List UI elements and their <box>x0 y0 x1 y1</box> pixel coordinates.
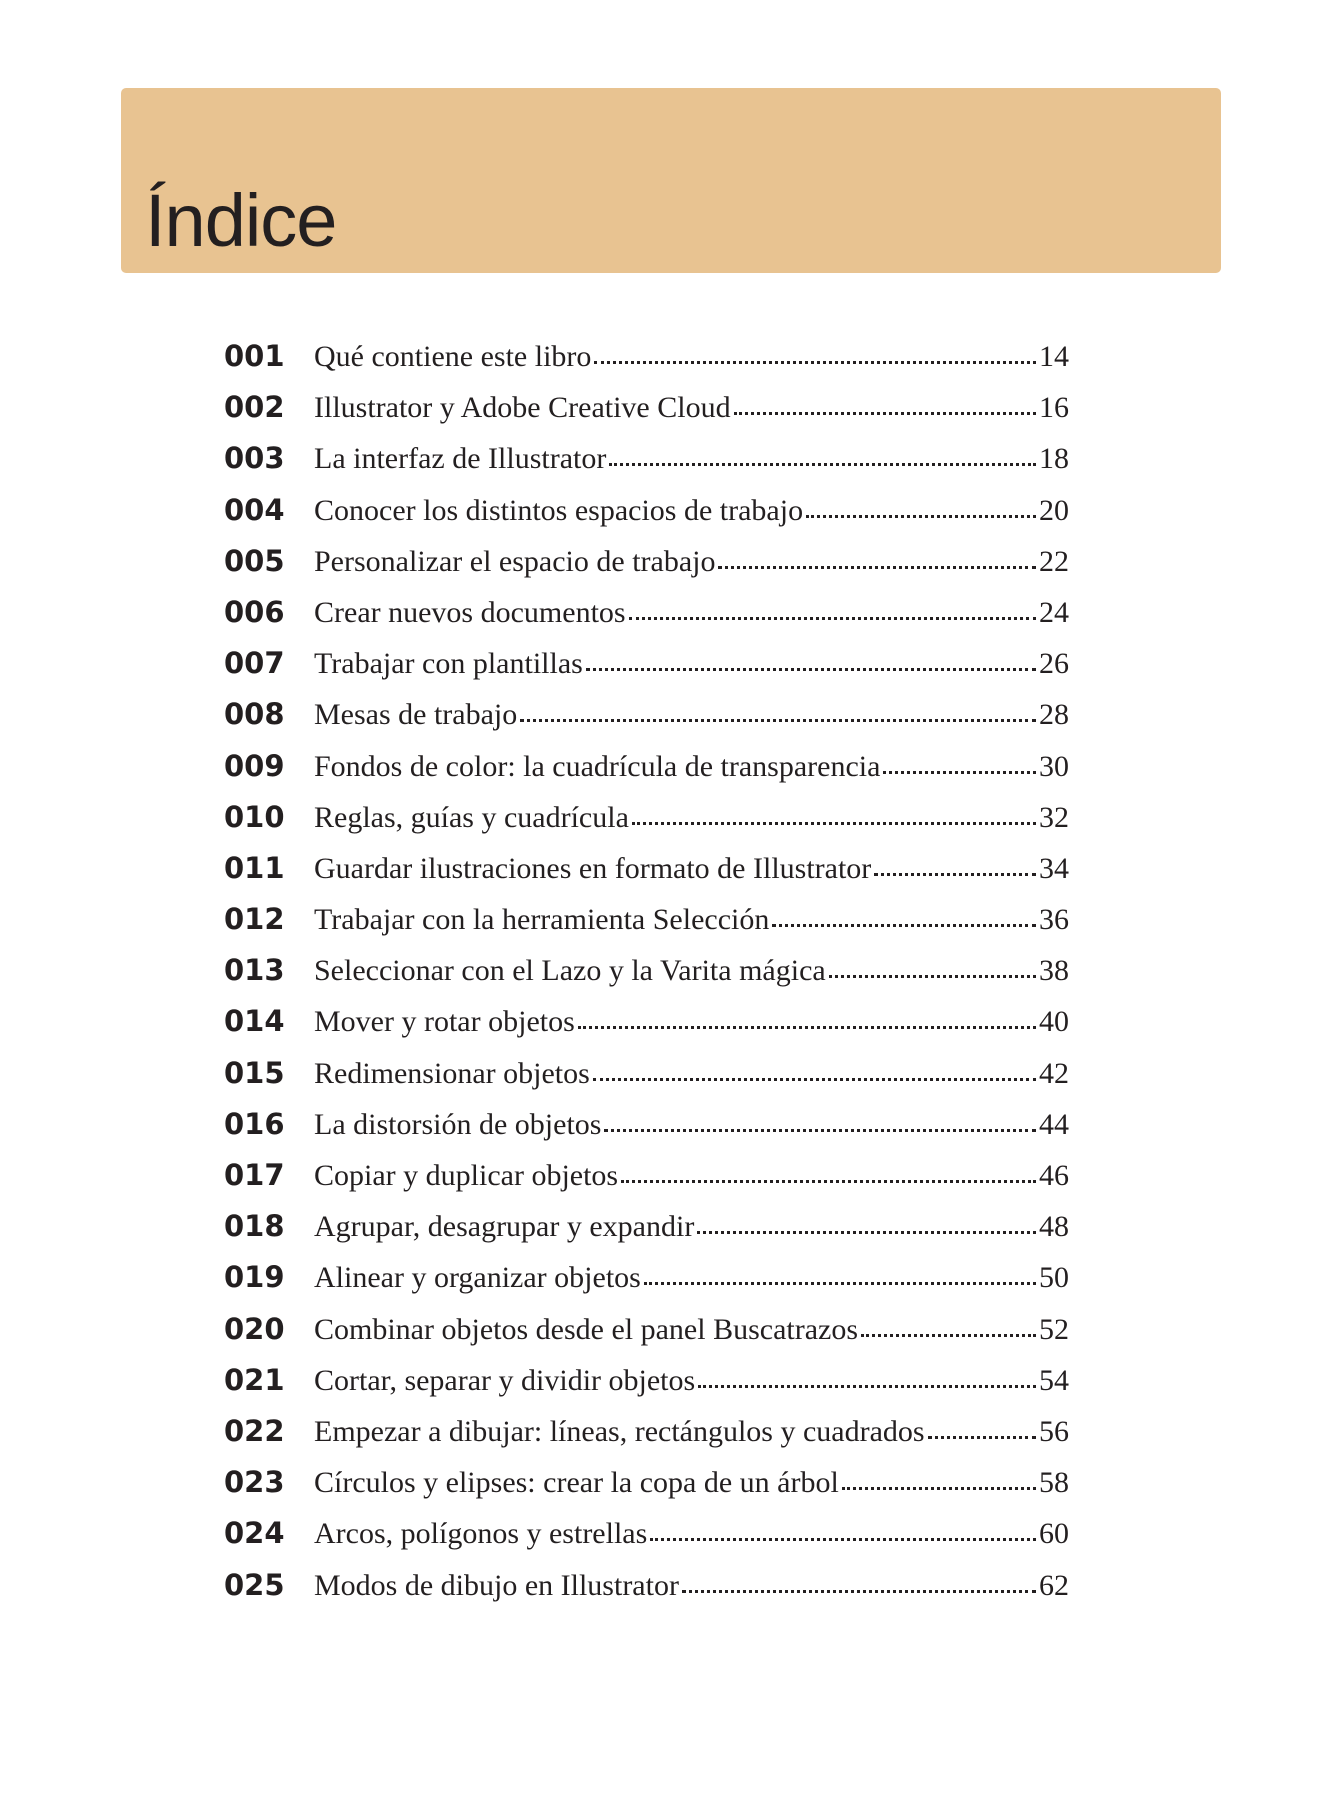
toc-entry-number: 013 <box>224 953 285 988</box>
dot-leader <box>772 923 1036 927</box>
dot-leader <box>650 1537 1036 1541</box>
dot-leader <box>883 770 1036 774</box>
toc-entry-number: 024 <box>224 1516 285 1551</box>
toc-entry[interactable] <box>224 441 1069 492</box>
toc-entry-title: Trabajar con la herramienta Selección <box>314 903 770 937</box>
dot-leader <box>604 1128 1036 1132</box>
dot-leader <box>829 974 1036 978</box>
toc-entry[interactable] <box>224 1158 1069 1209</box>
toc-entry-page-number: 56 <box>1039 1414 1069 1448</box>
toc-entry-number: 002 <box>224 390 285 425</box>
toc-entry-page-number: 44 <box>1039 1107 1069 1141</box>
toc-entry[interactable] <box>224 851 1069 902</box>
toc-entry-number: 007 <box>224 646 285 681</box>
toc-entry-page-number: 50 <box>1039 1261 1069 1295</box>
toc-entry-number: 008 <box>224 697 285 732</box>
toc-entry-page-number: 14 <box>1039 340 1069 373</box>
toc-entry-title: La interfaz de Illustrator <box>314 442 607 476</box>
toc-entry[interactable] <box>224 390 1069 441</box>
toc-entry-page-number: 42 <box>1039 1056 1069 1090</box>
toc-entry-title: Qué contiene este libro <box>314 340 592 373</box>
dot-leader <box>586 667 1036 671</box>
toc-entry-page-number: 16 <box>1039 391 1069 425</box>
toc-entry-page-number: 28 <box>1039 698 1069 732</box>
toc-entry-title: Illustrator y Adobe Creative Cloud <box>314 391 731 425</box>
toc-entry-number: 009 <box>224 748 285 783</box>
toc-entry-title: Modos de dibujo en Illustrator <box>314 1568 679 1602</box>
dot-leader <box>861 1333 1036 1337</box>
table-of-contents <box>224 339 1069 1619</box>
toc-entry-number: 019 <box>224 1260 285 1295</box>
toc-entry-number: 015 <box>224 1055 285 1090</box>
toc-entry-title: Crear nuevos documentos <box>314 595 626 629</box>
toc-entry[interactable] <box>224 1056 1069 1107</box>
toc-entry[interactable] <box>224 1363 1069 1414</box>
toc-entry-page-number: 24 <box>1039 595 1069 629</box>
dot-leader <box>734 411 1036 415</box>
dot-leader <box>520 718 1036 722</box>
toc-entry-number: 003 <box>224 441 285 476</box>
toc-entry-title: Empezar a dibujar: líneas, rectángulos y cuadrados <box>314 1414 925 1448</box>
dot-leader <box>644 1281 1036 1285</box>
toc-entry-page-number: 18 <box>1039 442 1069 476</box>
toc-entry-number: 016 <box>224 1106 285 1141</box>
toc-entry[interactable] <box>224 697 1069 748</box>
header-band <box>121 88 1221 273</box>
toc-entry[interactable] <box>224 1004 1069 1055</box>
toc-entry-title: La distorsión de objetos <box>314 1107 602 1141</box>
toc-entry-title: Guardar ilustraciones en formato de Illustrator <box>314 851 872 885</box>
toc-entry-number: 011 <box>224 850 285 885</box>
toc-entry[interactable] <box>224 1107 1069 1158</box>
dot-leader <box>698 1384 1036 1388</box>
dot-leader <box>632 821 1036 825</box>
toc-entry[interactable] <box>224 544 1069 595</box>
toc-entry-number: 022 <box>224 1413 285 1448</box>
toc-entry[interactable] <box>224 1465 1069 1516</box>
toc-entry-title: Fondos de color: la cuadrícula de transparencia <box>314 749 881 783</box>
toc-entry-page-number: 62 <box>1039 1568 1069 1602</box>
toc-entry[interactable] <box>224 749 1069 800</box>
toc-entry[interactable] <box>224 646 1069 697</box>
dot-leader <box>609 462 1036 466</box>
dot-leader <box>682 1589 1036 1593</box>
toc-entry-page-number: 30 <box>1039 749 1069 783</box>
toc-entry-number: 018 <box>224 1209 285 1244</box>
toc-entry[interactable] <box>224 493 1069 544</box>
toc-entry-number: 004 <box>224 492 285 527</box>
toc-entry-page-number: 22 <box>1039 544 1069 578</box>
toc-entry-title: Combinar objetos desde el panel Buscatrazos <box>314 1312 859 1346</box>
dot-leader <box>874 872 1036 876</box>
toc-entry[interactable] <box>224 1209 1069 1260</box>
dot-leader <box>718 565 1036 569</box>
toc-entry[interactable] <box>224 902 1069 953</box>
toc-entry-title: Cortar, separar y dividir objetos <box>314 1363 696 1397</box>
toc-entry-title: Seleccionar con el Lazo y la Varita mágica <box>314 954 826 988</box>
toc-entry[interactable] <box>224 1312 1069 1363</box>
toc-entry[interactable] <box>224 1260 1069 1311</box>
toc-entry-page-number: 20 <box>1039 493 1069 527</box>
toc-entry-number: 020 <box>224 1311 285 1346</box>
toc-entry-title: Reglas, guías y cuadrícula <box>314 800 629 834</box>
toc-entry-page-number: 58 <box>1039 1466 1069 1500</box>
toc-entry-page-number: 36 <box>1039 903 1069 937</box>
toc-entry[interactable] <box>224 1516 1069 1567</box>
dot-leader <box>806 514 1036 518</box>
toc-entry[interactable] <box>224 800 1069 851</box>
dot-leader <box>629 616 1036 620</box>
toc-entry-page-number: 34 <box>1039 851 1069 885</box>
toc-entry-page-number: 32 <box>1039 800 1069 834</box>
toc-entry-page-number: 38 <box>1039 954 1069 988</box>
toc-entry-page-number: 52 <box>1039 1312 1069 1346</box>
toc-entry-number: 006 <box>224 594 285 629</box>
dot-leader <box>578 1025 1036 1029</box>
toc-entry-number: 005 <box>224 543 285 578</box>
toc-entry-page-number: 48 <box>1039 1210 1069 1244</box>
toc-entry-title: Círculos y elipses: crear la copa de un árbol <box>314 1466 839 1500</box>
toc-entry-number: 023 <box>224 1465 285 1500</box>
toc-entry-page-number: 40 <box>1039 1005 1069 1039</box>
toc-entry-title: Trabajar con plantillas <box>314 647 583 681</box>
toc-entry-page-number: 60 <box>1039 1517 1069 1551</box>
toc-entry-title: Alinear y organizar objetos <box>314 1261 641 1295</box>
toc-entry-title: Mover y rotar objetos <box>314 1005 575 1039</box>
toc-entry-number: 001 <box>224 339 285 373</box>
dot-leader <box>594 360 1036 364</box>
toc-entry[interactable] <box>224 1414 1069 1465</box>
toc-entry-number: 012 <box>224 902 285 937</box>
toc-entry-title: Mesas de trabajo <box>314 698 518 732</box>
toc-entry[interactable] <box>224 339 1069 390</box>
toc-entry-number: 010 <box>224 799 285 834</box>
toc-entry-title: Agrupar, desagrupar y expandir <box>314 1210 695 1244</box>
toc-entry-page-number: 26 <box>1039 647 1069 681</box>
dot-leader <box>697 1230 1036 1234</box>
toc-entry-number: 017 <box>224 1158 285 1192</box>
toc-entry-page-number: 54 <box>1039 1363 1069 1397</box>
toc-entry-title: Conocer los distintos espacios de trabajo <box>314 493 804 527</box>
toc-entry-title: Personalizar el espacio de trabajo <box>314 544 716 578</box>
toc-entry[interactable] <box>224 953 1069 1004</box>
toc-entry-title: Redimensionar objetos <box>314 1056 590 1090</box>
toc-entry-number: 014 <box>224 1004 285 1039</box>
toc-entry-page-number: 46 <box>1039 1159 1069 1192</box>
page-title: Índice <box>145 179 337 262</box>
dot-leader <box>593 1077 1036 1081</box>
toc-entry-title: Copiar y duplicar objetos <box>314 1159 619 1192</box>
dot-leader <box>621 1179 1036 1183</box>
dot-leader <box>928 1435 1036 1439</box>
toc-entry-number: 021 <box>224 1362 285 1397</box>
toc-entry[interactable] <box>224 1568 1069 1619</box>
toc-entry-number: 025 <box>224 1567 285 1602</box>
dot-leader <box>842 1486 1036 1490</box>
toc-entry[interactable] <box>224 595 1069 646</box>
toc-entry-title: Arcos, polígonos y estrellas <box>314 1517 648 1551</box>
